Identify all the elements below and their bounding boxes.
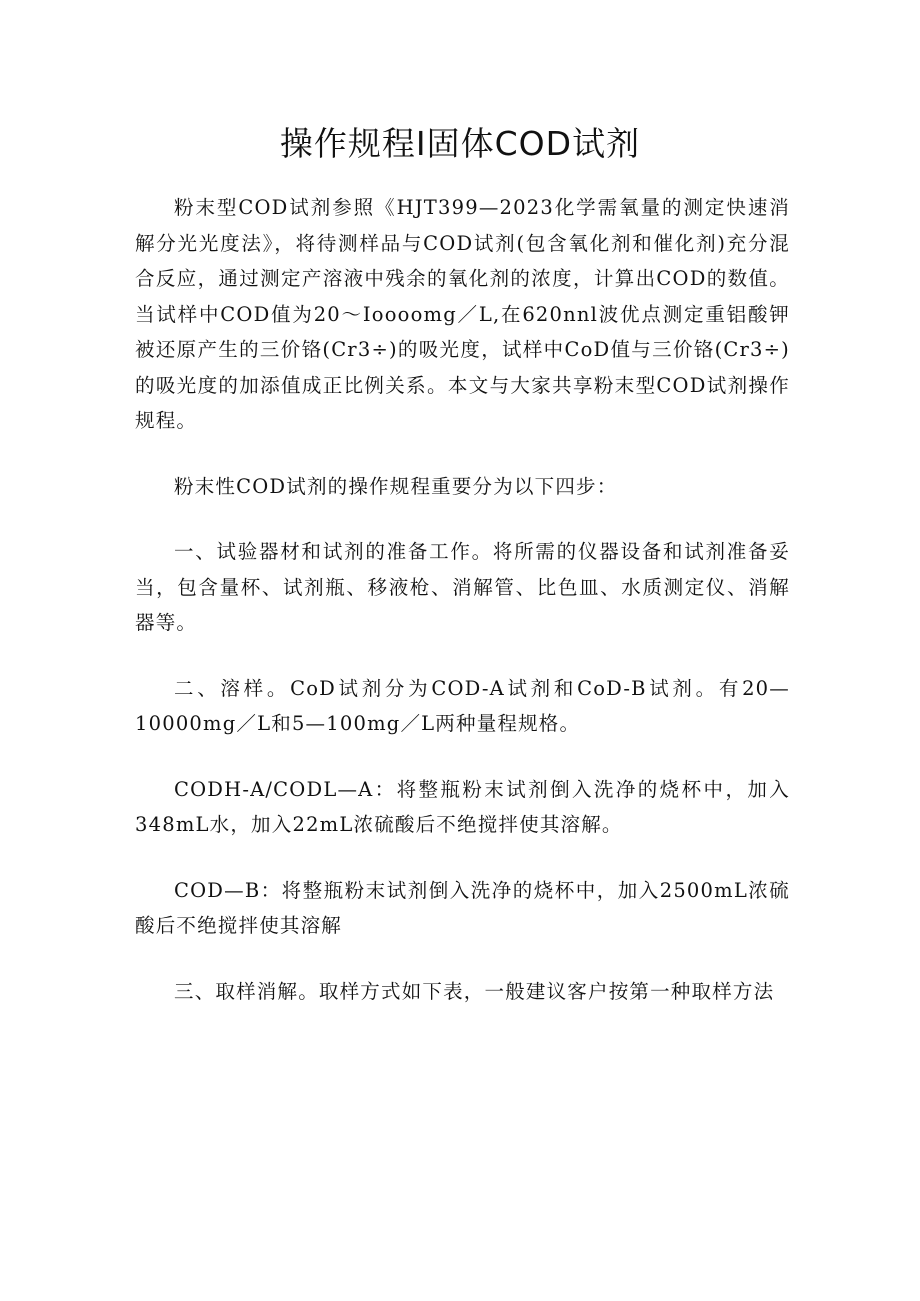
paragraph-step-two: 二、溶样。CoD试剂分为COD-A试剂和CoD-B试剂。有20—10000mg／L和5—100mg／L两种量程规格。: [135, 676, 790, 735]
document-title: 操作规程I固体COD试剂: [279, 124, 641, 163]
paragraph-step-three: 三、取样消解。取样方式如下表，一般建议客户按第一种取样方法: [174, 979, 775, 1003]
document-body: [135, 190, 790, 1039]
paragraph-cod-a: CODH-A/CODL—A：将整瓶粉末试剂倒入洗净的烧杯中，加入348mL水，加入22mL浓硫酸后不绝搅拌使其溶解。: [135, 777, 790, 836]
paragraph-intro: 粉末型COD试剂参照《HJT399—2023化学需氧量的测定快速消解分光光度法》，将待测样品与COD试剂(包含氧化剂和催化剂)充分混合反应，通过测定产溶液中残余的氧化剂的浓度，计算出COD的数值。当试样中COD值为20～Ioooomg／L,在620nnl波优点测定重铝酸钾被还原产生的三价铬(Cr3÷)的吸光度，试样中CoD值与三价铬(Cr3÷)的吸光度的加添值成正比例关系。本文与大家共享粉末型COD试剂操作规程。: [135, 196, 790, 432]
paragraph-steps-overview: 粉末性COD试剂的操作规程重要分为以下四步：: [174, 474, 618, 498]
paragraph-step-one: 一、试验器材和试剂的准备工作。将所需的仪器设备和试剂准备妥当，包含量杯、试剂瓶、移液枪、消解管、比色皿、水质测定仪、消解器等。: [135, 540, 790, 634]
paragraph-cod-b: COD—B：将整瓶粉末试剂倒入洗净的烧杯中，加入2500mL浓硫酸后不绝搅拌使其溶解: [135, 878, 790, 937]
